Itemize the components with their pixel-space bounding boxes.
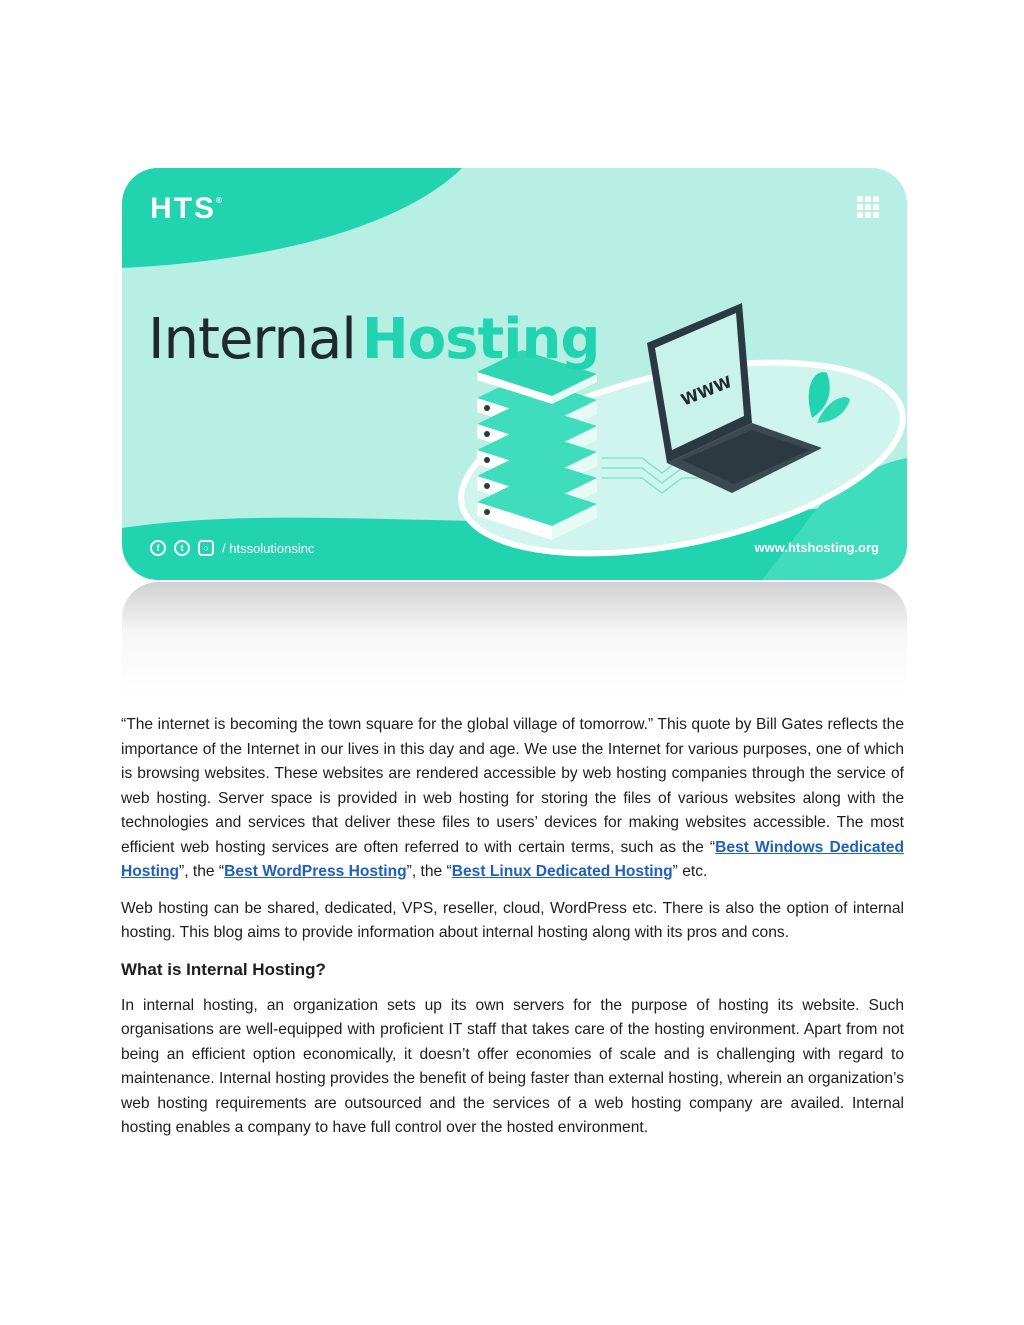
website-url: www.htshosting.org xyxy=(754,540,879,555)
social-links xyxy=(150,540,315,556)
link-best-linux-dedicated-hosting[interactable]: Best Linux Dedicated Hosting xyxy=(451,863,673,880)
link-best-windows-dedicated-hosting[interactable]: Best Windows Dedicated Hosting xyxy=(121,838,904,880)
svg-text:WWW: WWW xyxy=(678,372,735,410)
twitter-icon[interactable]: t xyxy=(174,540,190,556)
hero-banner xyxy=(122,168,907,580)
link-best-wordpress-hosting[interactable]: Best WordPress Hosting xyxy=(224,863,407,880)
server-stack-icon xyxy=(477,350,597,540)
social-handle: / htssolutionsinc xyxy=(222,540,315,556)
grid-menu-icon xyxy=(857,196,879,218)
banner-background xyxy=(122,168,907,580)
intro-paragraph: “The internet is becoming the town square for the global village of tomorrow.” This quote by Bill Gates reflects the importance of the Internet in our lives in this day and age. We use the Internet for various purposes, one of which is browsing websites. These websites are rendered accessible by web hosting companies through the service of web hosting. Server space is provided in web hosting for storing the files of various websites along with the technologies and services that deliver these files to users’ devices for making websites accessible. The most efficient web hosting services are often referred to with certain terms, such as the “Best Windows Dedicated Hosting”, the “Best WordPress Hosting”, the “Best Linux Dedicated Hosting” etc. xyxy=(121,716,904,880)
instagram-icon[interactable]: ○ xyxy=(198,540,214,556)
facebook-icon[interactable]: f xyxy=(150,540,166,556)
headline-word-internal: Internal xyxy=(148,307,356,372)
types-paragraph: Web hosting can be shared, dedicated, VPS, reseller, cloud, WordPress etc. There is also the option of internal hosting. This blog aims to provide information about internal hosting along with its pros and cons. xyxy=(121,899,904,941)
hts-logo: HTS® xyxy=(150,192,222,225)
section-heading: What is Internal Hosting? xyxy=(121,959,326,979)
definition-paragraph: In internal hosting, an organization sets up its own servers for the purpose of hosting its website. Such organisations are well-equipped with proficient IT staff that takes care of the hosting environment. Apart from not being an efficient option economically, it doesn’t offer economies of scale and is challenging with regard to maintenance. Internal hosting provides the benefit of being faster than external hosting, wherein an organization’s web hosting requirements are outsourced and the services of a web hosting company are availed. Internal hosting enables a company to have full control over the hosted environment. xyxy=(121,996,904,1136)
banner-headline xyxy=(148,308,599,372)
banner-reflection xyxy=(122,582,907,694)
headline-word-hosting: Hosting xyxy=(361,307,600,372)
article-body xyxy=(121,713,904,1153)
